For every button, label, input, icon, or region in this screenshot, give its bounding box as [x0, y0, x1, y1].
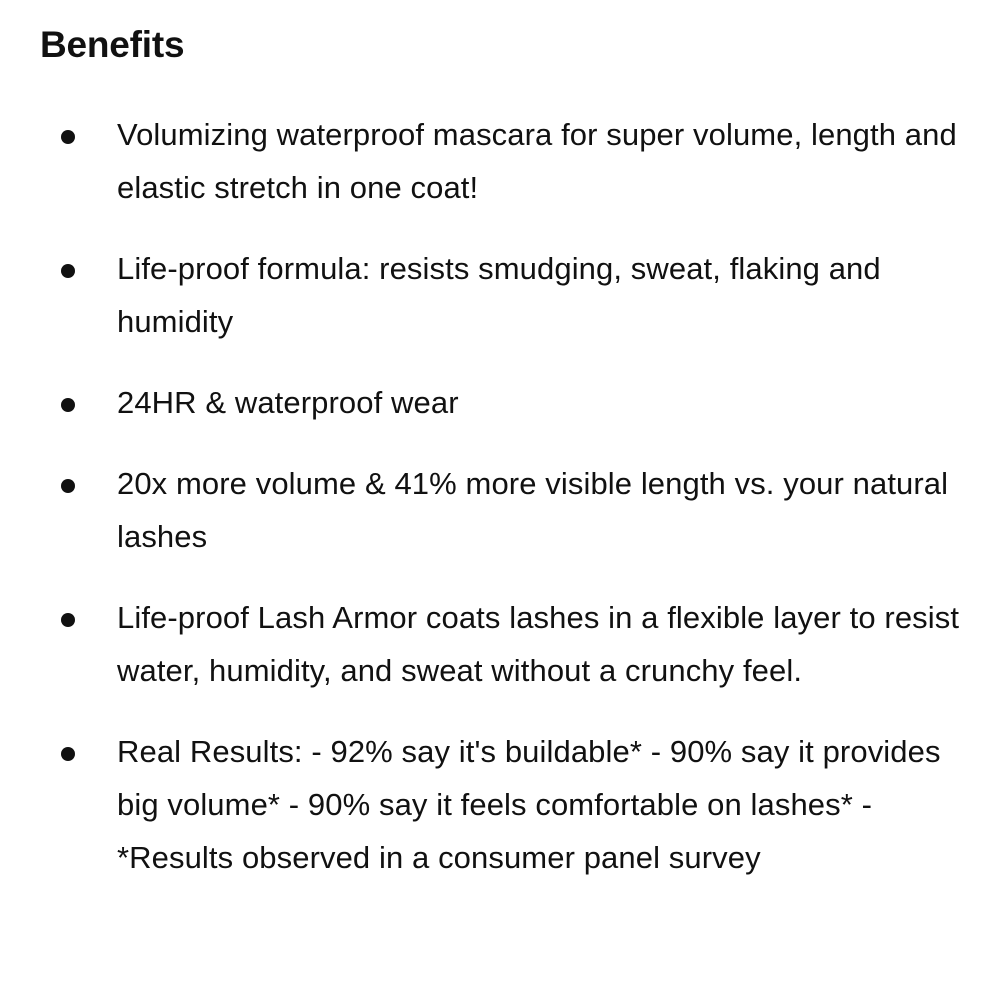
- benefit-item-life-proof-formula: [0, 242, 1000, 348]
- benefits-list: [0, 108, 1000, 912]
- benefit-item-volume-length: [0, 457, 1000, 563]
- benefit-text-24hr-wear: 24HR & waterproof wear: [117, 385, 459, 420]
- bullet-icon: [61, 398, 75, 412]
- bullet-icon: [61, 613, 75, 627]
- benefit-text-lash-armor: Life-proof Lash Armor coats lashes in a flexible layer to resist water, humidity, and sweat without a crunchy feel.: [117, 600, 960, 688]
- bullet-icon: [61, 264, 75, 278]
- benefit-text-volumizing: Volumizing waterproof mascara for super volume, length and elastic stretch in one coat!: [117, 117, 957, 205]
- benefit-text-volume-length: 20x more volume & 41% more visible length vs. your natural lashes: [117, 466, 949, 554]
- bullet-icon: [61, 479, 75, 493]
- benefit-item-lash-armor: [0, 591, 1000, 697]
- benefits-title: Benefits: [40, 24, 185, 65]
- benefit-item-volumizing: [0, 108, 1000, 214]
- bullet-icon: [61, 747, 75, 761]
- benefit-item-24hr-wear: [0, 376, 1000, 429]
- bullet-icon: [61, 130, 75, 144]
- benefit-text-real-results: Real Results: - 92% say it's buildable* - 90% say it provides big volume* - 90% say it feels comfortable on lashes* - *Results observed in a consumer panel survey: [117, 734, 941, 875]
- benefit-item-real-results: [0, 725, 1000, 884]
- benefit-text-life-proof-formula: Life-proof formula: resists smudging, sweat, flaking and humidity: [117, 251, 881, 339]
